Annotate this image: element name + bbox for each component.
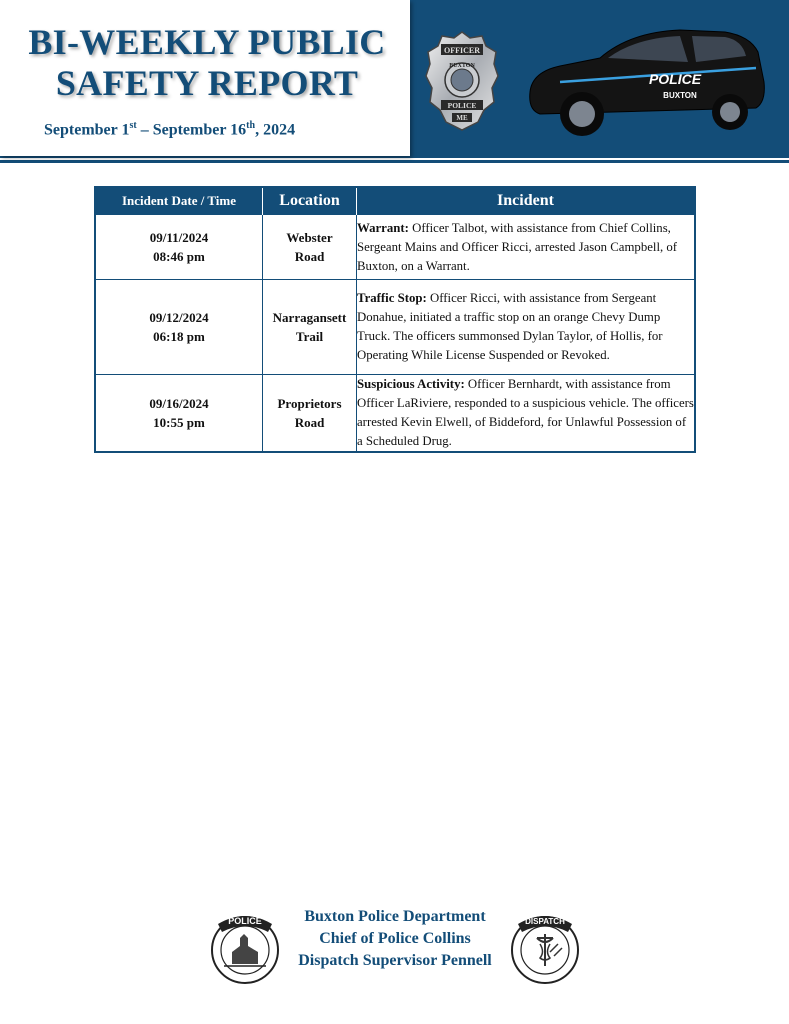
car-police-text: POLICE: [648, 71, 702, 87]
report-title-line2: SAFETY REPORT: [55, 63, 359, 103]
badge-police-text: POLICE: [447, 101, 477, 110]
badge-state-text: ME: [456, 114, 468, 122]
location-line1: Webster: [286, 230, 333, 245]
incident-type: Suspicious Activity:: [357, 377, 465, 391]
header-date-time: Incident Date / Time: [95, 187, 263, 215]
incident-location: [263, 375, 357, 453]
incident-time: 06:18 pm: [153, 329, 205, 344]
police-cruiser-icon: [520, 22, 770, 142]
header-location: Location: [263, 187, 357, 215]
incident-date: 09/12/2024: [149, 310, 209, 325]
police-badge-icon: [424, 30, 500, 134]
table-row: [95, 215, 695, 280]
footer-chief: Chief of Police Collins: [319, 930, 471, 947]
incident-type: Warrant:: [357, 220, 409, 235]
date-start: September 1: [44, 121, 130, 139]
date-year: , 2024: [255, 121, 296, 139]
location-line2: Road: [294, 415, 325, 430]
incident-date: 09/16/2024: [149, 396, 209, 411]
incident-description: [357, 215, 696, 280]
incident-description: [357, 375, 696, 453]
table-header-row: [95, 187, 695, 215]
badge-officer-text: OFFICER: [444, 46, 480, 55]
report-title: [18, 22, 396, 104]
car-town-text: BUXTON: [663, 91, 697, 100]
location-line2: Road: [294, 249, 325, 264]
incident-type: Traffic Stop:: [357, 291, 427, 305]
date-end-ordinal: th: [246, 120, 256, 131]
incident-description: [357, 280, 696, 375]
incident-table: [94, 186, 696, 453]
incident-date: 09/11/2024: [149, 230, 209, 245]
date-end: – September 16: [136, 121, 247, 139]
report-date-range: [44, 120, 295, 139]
incident-time: 10:55 pm: [153, 415, 205, 430]
footer-signature: [280, 906, 510, 972]
incident-date-time: [95, 280, 263, 375]
police-seal-icon: [210, 908, 280, 988]
badge-town-text: BUXTON: [449, 63, 475, 69]
dispatch-seal-icon: [510, 908, 580, 988]
footer-department: Buxton Police Department: [304, 908, 486, 925]
report-title-line1: BI-WEEKLY PUBLIC: [28, 22, 386, 62]
location-line1: Narragansett: [272, 310, 347, 325]
incident-date-time: [95, 215, 263, 280]
incident-location: [263, 215, 357, 280]
location-line2: Trail: [295, 329, 324, 344]
dispatch-seal-title: DISPATCH: [525, 917, 565, 926]
location-line1: Proprietors: [277, 396, 342, 411]
date-start-ordinal: st: [129, 120, 137, 131]
incident-date-time: [95, 375, 263, 453]
table-row: [95, 375, 695, 453]
incident-text: Officer Talbot, with assistance from Chief Collins, Sergeant Mains and Officer Ricci, arrested Jason Campbell, of Buxton, on a Warrant.: [357, 220, 678, 273]
header-rule: [0, 160, 789, 163]
incident-time: 08:46 pm: [153, 249, 205, 264]
incident-location: [263, 280, 357, 375]
table-row: [95, 280, 695, 375]
footer-dispatch-supervisor: Dispatch Supervisor Pennell: [298, 952, 492, 969]
incident-text: Officer Bernhardt, with assistance from Officer LaRiviere, responded to a suspicious vehicle. The officers arrested Kevin Elwell, of Biddeford, for Unlawful Possession of a Scheduled Drug.: [357, 377, 694, 448]
header-incident: Incident: [357, 187, 696, 215]
incident-text: Officer Ricci, with assistance from Sergeant Donahue, initiated a traffic stop on an orange Chevy Dump Truck. The officers summonsed Dylan Taylor, of Hollis, for Operating While License Suspended or Revoked.: [357, 291, 663, 362]
police-seal-title: POLICE: [228, 916, 262, 926]
